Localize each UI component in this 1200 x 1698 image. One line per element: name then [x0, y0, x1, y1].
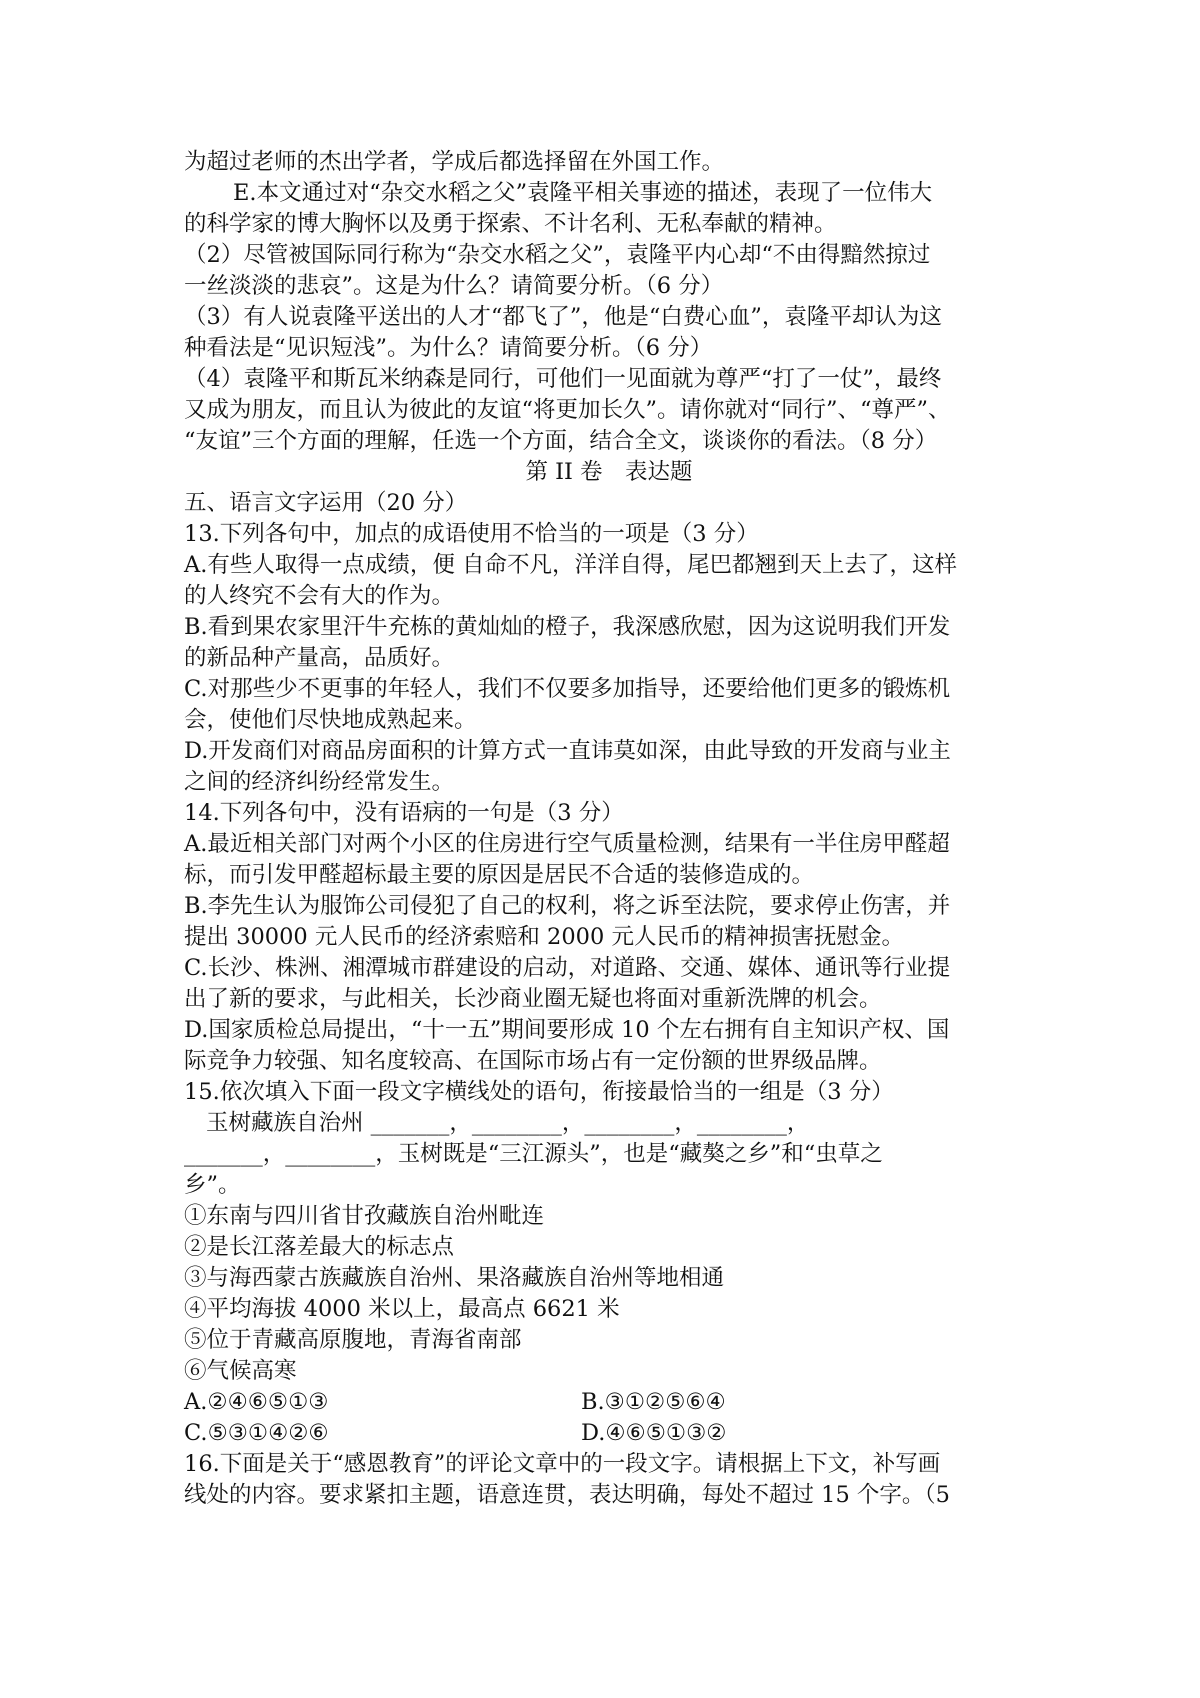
question-14: 14.下列各句中，没有语病的一句是（3 分）: [184, 800, 624, 826]
section-heading: 五、语言文字运用（20 分）: [184, 490, 468, 516]
fill-in-line: 玉树藏族自治州 _______，________，________，________，: [206, 1110, 810, 1136]
option-line: D.开发商们对商品房面积的计算方式一直讳莫如深，由此导致的开发商与业主: [184, 738, 951, 764]
text-line: 出了新的要求，与此相关，长沙商业圈无疑也将面对重新洗牌的机会。: [184, 986, 882, 1012]
text-line: 线处的内容。要求紧扣主题，语意连贯，表达明确，每处不超过 15 个字。（5: [184, 1482, 951, 1508]
option-line: D.国家质检总局提出，“十一五”期间要形成 10 个左右拥有自主知识产权、国: [184, 1017, 950, 1043]
option-d: D.④⑥⑤①③②: [581, 1420, 727, 1446]
option-c: C.⑤③①④②⑥: [184, 1420, 329, 1446]
statement-2: ②是长江落差最大的标志点: [184, 1234, 455, 1260]
text-line: 种看法是“见识短浅”。为什么？请简要分析。（6 分）: [184, 335, 713, 361]
question-16: 16.下面是关于“感恩教育”的评论文章中的一段文字。请根据上下文，补写画: [184, 1451, 941, 1477]
text-line: 的人终究不会有大的作为。: [184, 583, 455, 609]
statement-1: ①东南与四川省甘孜藏族自治州毗连: [184, 1203, 545, 1229]
option-b: B.③①②⑤⑥④: [581, 1389, 726, 1415]
text-line: 乡”。: [184, 1172, 241, 1198]
statement-6: ⑥气候高寒: [184, 1358, 297, 1384]
option-line: A.最近相关部门对两个小区的住房进行空气质量检测，结果有一半住房甲醛超: [184, 831, 950, 857]
text-line: 标，而引发甲醛超标最主要的原因是居民不合适的装修造成的。: [184, 862, 815, 888]
text-line: 又成为朋友，而且认为彼此的友谊“将更加长久”。请你就对“同行”、“尊严”、: [184, 397, 951, 423]
fill-in-line: _______，________，玉树既是“三江源头”，也是“藏獒之乡”和“虫草之: [184, 1141, 883, 1167]
option-line: B.看到果农家里汗牛充栋的黄灿灿的橙子，我深感欣慰，因为这说明我们开发: [184, 614, 951, 640]
statement-4: ④平均海拔 4000 米以上，最高点 6621 米: [184, 1296, 620, 1322]
text-line: 为超过老师的杰出学者，学成后都选择留在外国工作。: [184, 149, 725, 175]
statement-3: ③与海西蒙古族藏族自治州、果洛藏族自治州等地相通: [184, 1265, 725, 1291]
text-line: 会，使他们尽快地成熟起来。: [184, 707, 477, 733]
text-line: 的新品种产量高，品质好。: [184, 645, 455, 671]
text-line: 际竞争力较强、知名度较高、在国际市场占有一定份额的世界级品牌。: [184, 1048, 882, 1074]
text-line: E.本文通过对“杂交水稻之父”袁隆平相关事迹的描述，表现了一位伟大: [233, 180, 933, 206]
option-line: B.李先生认为服饰公司侵犯了自己的权利，将之诉至法院，要求停止伤害，并: [184, 893, 951, 919]
question-15: 15.依次填入下面一段文字横线处的语句，衔接最恰当的一组是（3 分）: [184, 1079, 894, 1105]
text-line: 一丝淡淡的悲哀”。这是为什么？请简要分析。（6 分）: [184, 273, 724, 299]
question-part: （3）有人说袁隆平送出的人才“都飞了”，他是“白费心血”，袁隆平却认为这: [184, 304, 942, 330]
text-line: “友谊”三个方面的理解，任选一个方面，结合全文，谈谈你的看法。（8 分）: [184, 428, 938, 454]
text-line: 之间的经济纠纷经常发生。: [184, 769, 455, 795]
option-line: C.长沙、株洲、湘潭城市群建设的启动，对道路、交通、媒体、通讯等行业提: [184, 955, 951, 981]
text-line: 的科学家的博大胸怀以及勇于探索、不计名利、无私奉献的精神。: [184, 211, 837, 237]
section-title: 第 II 卷 表达题: [525, 459, 693, 485]
option-line: A.有些人取得一点成绩，便 自命不凡，洋洋自得，尾巴都翘到天上去了，这样: [184, 552, 958, 578]
statement-5: ⑤位于青藏高原腹地，青海省南部: [184, 1327, 522, 1353]
question-part: （2）尽管被国际同行称为“杂交水稻之父”，袁隆平内心却“不由得黯然掠过: [184, 242, 931, 268]
text-line: 提出 30000 元人民币的经济索赔和 2000 元人民币的精神损害抚慰金。: [184, 924, 904, 950]
option-a: A.②④⑥⑤①③: [184, 1389, 329, 1415]
question-part: （4）袁隆平和斯瓦米纳森是同行，可他们一见面就为尊严“打了一仗”，最终: [184, 366, 942, 392]
question-13: 13.下列各句中，加点的成语使用不恰当的一项是（3 分）: [184, 521, 759, 547]
option-line: C.对那些少不更事的年轻人，我们不仅要多加指导，还要给他们更多的锻炼机: [184, 676, 951, 702]
